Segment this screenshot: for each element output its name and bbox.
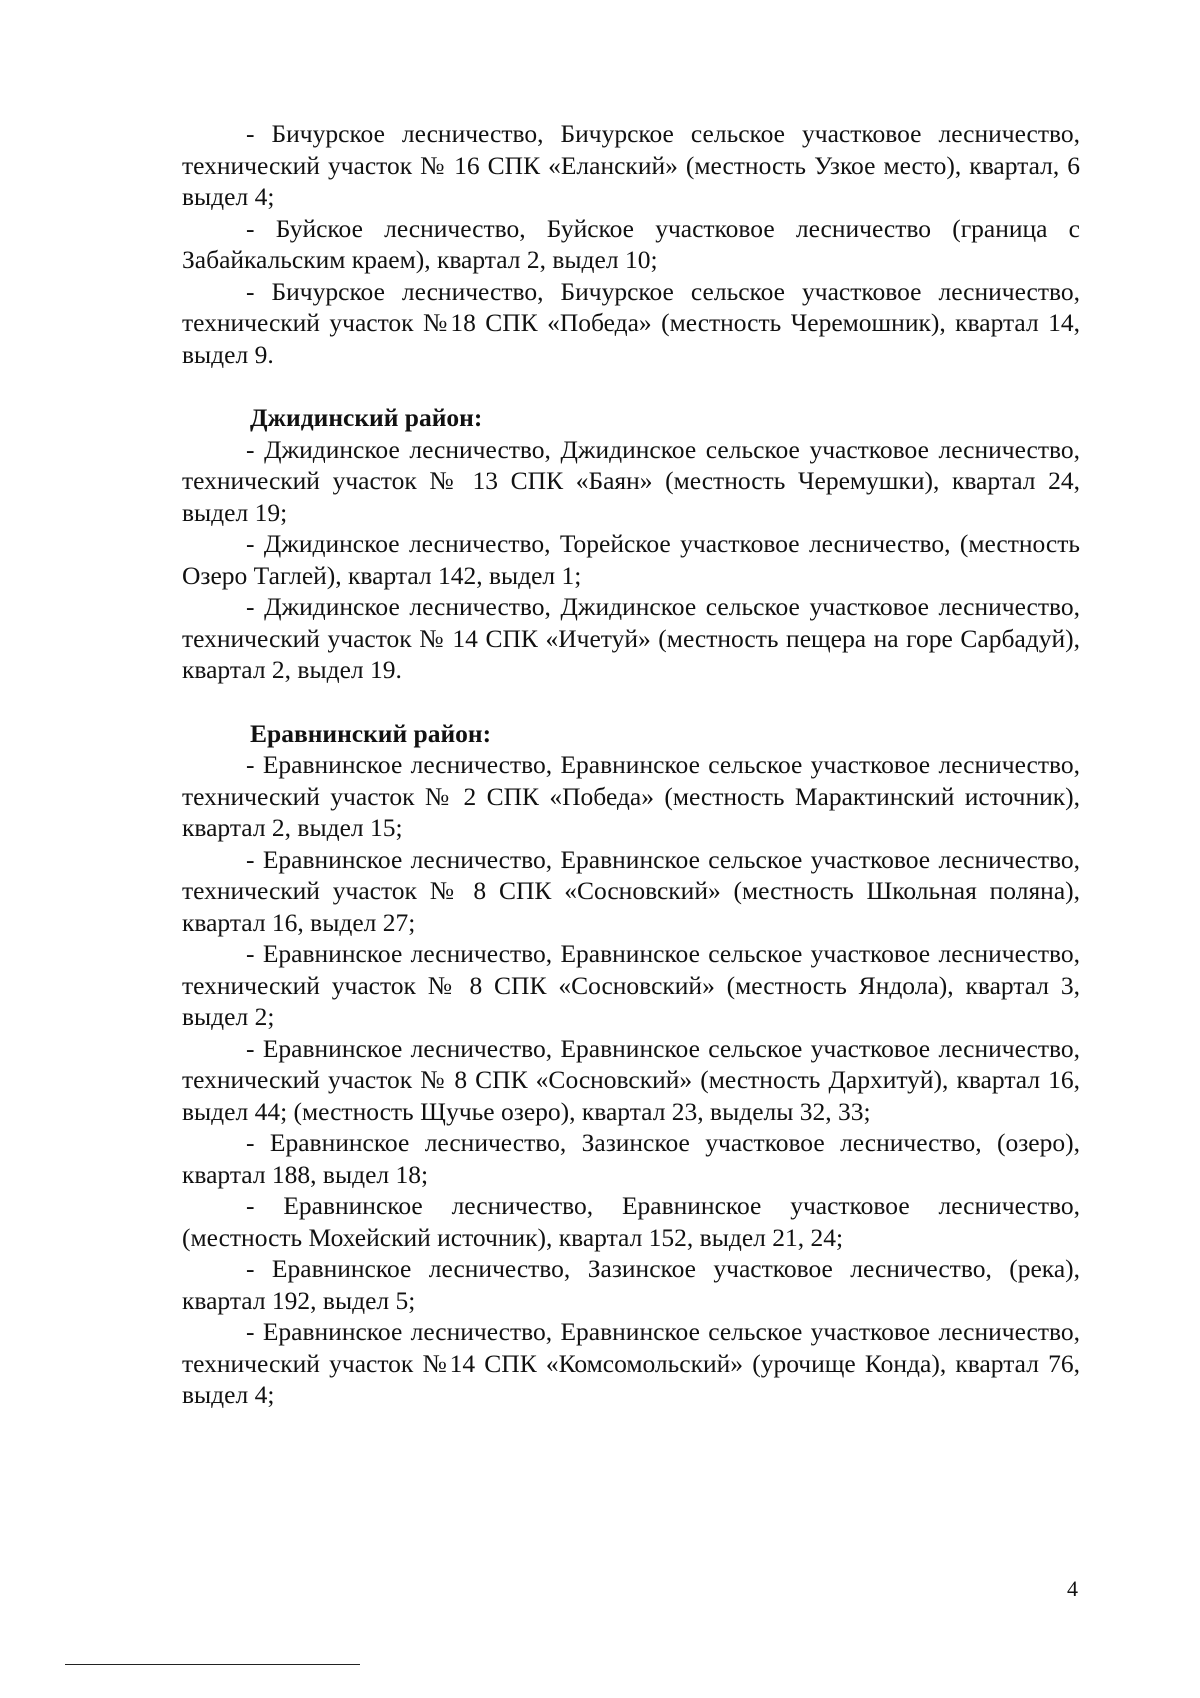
list-item: - Буйское лесничество, Буйское участковое лесничество (граница с Забайкальским краем), квартал 2, выдел 10; [182,213,1080,274]
list-item: - Джидинское лесничество, Торейское участковое лесничество, (местность Озеро Таглей), квартал 142, выдел 1; [182,529,1080,590]
section-eravna [182,718,1080,1411]
list-item: - Еравнинское лесничество, Еравнинское сельское участковое лесничество, технический участок № 8 СПК «Сосновский» (местность Дархитуй), квартал 16, выдел 44; (местность Щучье озеро), квартал 23, выделы 32, 33; [182,1033,1080,1126]
list-item: - Еравнинское лесничество, Зазинское участковое лесничество, (озеро), квартал 188, выдел 18; [182,1128,1080,1189]
list-item: - Бичурское лесничество, Бичурское сельское участковое лесничество, технический участок №18 СПК «Победа» (местность Черемошник), квартал 14, выдел 9. [182,276,1080,369]
list-item: - Джидинское лесничество, Джидинское сельское участковое лесничество, технический участок № 14 СПК «Ичетуй» (местность пещера на горе Сарбадуй), квартал 2, выдел 19. [182,592,1080,684]
page-number: 4 [1067,1576,1078,1601]
list-item: - Еравнинское лесничество, Еравнинское участковое лесничество, (местность Мохейский источник), квартал 152, выдел 21, 24; [182,1191,1080,1252]
footer-divider [65,1664,360,1665]
list-item: - Еравнинское лесничество, Еравнинское сельское участковое лесничество, технический участок № 2 СПК «Победа» (местность Марактинский источник), квартал 2, выдел 15; [182,750,1080,842]
list-item: - Еравнинское лесничество, Еравнинское сельское участковое лесничество, технический участок №14 СПК «Комсомольский» (урочище Конда), квартал 76, выдел 4; [182,1317,1080,1409]
list-item: - Бичурское лесничество, Бичурское сельское участковое лесничество, технический участок № 16 СПК «Еланский» (местность Узкое место), квартал, 6 выдел 4; [182,119,1080,211]
section-dzhida [182,402,1080,686]
section-heading: Джидинский район: [250,403,483,432]
list-item: - Еравнинское лесничество, Зазинское участковое лесничество, (река), квартал 192, выдел 5; [182,1254,1080,1315]
list-item: - Еравнинское лесничество, Еравнинское сельское участковое лесничество, технический участок № 8 СПК «Сосновский» (местность Школьная поляна), квартал 16, выдел 27; [182,844,1080,937]
list-item: - Еравнинское лесничество, Еравнинское сельское участковое лесничество, технический участок № 8 СПК «Сосновский» (местность Яндола), квартал 3, выдел 2; [182,939,1080,1031]
section-bichura-continued [182,118,1080,370]
document-body [182,118,1080,1411]
section-heading: Еравнинский район: [250,718,492,748]
list-item: - Джидинское лесничество, Джидинское сельское участковое лесничество, технический участок № 13 СПК «Баян» (местность Черемушки), квартал 24, выдел 19; [182,434,1080,527]
